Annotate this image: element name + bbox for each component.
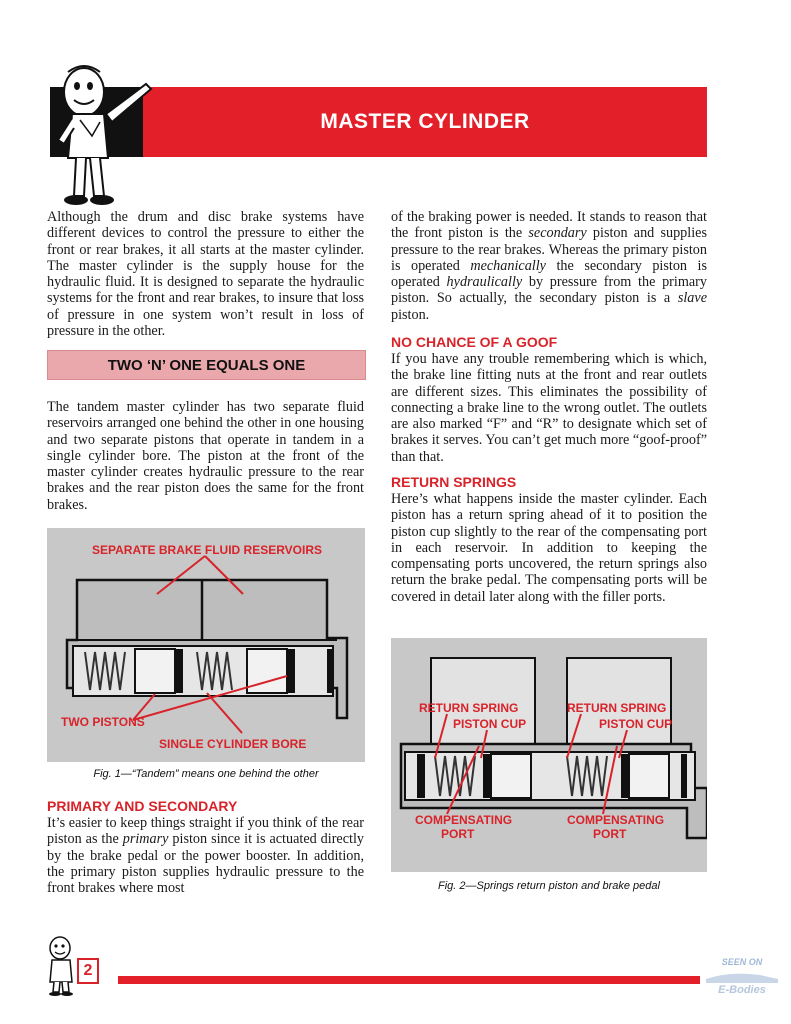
section-box-title: TWO ‘N’ ONE EQUALS ONE — [47, 350, 366, 380]
figure-2-caption: Fig. 2—Springs return piston and brake pedal — [438, 880, 660, 892]
footer-red-bar — [118, 976, 703, 984]
heading-primary-secondary: PRIMARY AND SECONDARY — [47, 798, 238, 814]
tandem-paragraph: The tandem master cylinder has two separate fluid reservoirs arranged one behind the other in one housing and two separate pistons that operate in tandem in a single cylinder bore. The piston at the front of the master cylinder creates hydraulic pressure to the rear brakes and the rear piston does the same for the front brakes. — [47, 399, 364, 513]
figure-1-caption: Fig. 1—“Tandem” means one behind the other — [93, 768, 319, 780]
fig1-label-bore: SINGLE CYLINDER BORE — [159, 737, 307, 751]
fig2-label-compensating-1: COMPENSATING — [415, 813, 513, 827]
fig2-label-piston-cup-2: PISTON CUP — [599, 717, 673, 731]
fig1-label-reservoirs: SEPARATE BRAKE FLUID RESERVOIRS — [91, 543, 323, 557]
page-number: 2 — [77, 958, 99, 984]
fig1-label-pistons: TWO PISTONS — [61, 715, 145, 729]
fig2-label-compensating-2: COMPENSATING — [567, 813, 665, 827]
mascot-illustration — [54, 62, 154, 210]
footer-mascot-illustration — [44, 936, 78, 996]
seen-on-watermark-logo — [700, 953, 784, 995]
fig2-label-return-spring-2: RETURN SPRING — [567, 701, 667, 715]
figure-1-diagram — [47, 528, 365, 762]
fig2-label-port-1: PORT — [441, 827, 475, 841]
heading-no-chance-goof: NO CHANCE OF A GOOF — [391, 334, 558, 350]
fig2-label-piston-cup-1: PISTON CUP — [453, 717, 527, 731]
right-continuation-paragraph: of the braking power is needed. It stands to reason that the front piston is the secondary piston and supplies pressure to the rear brakes. Whereas the primary piston is operated mechanically the secondary piston is operated hydraulically by pressure from the primary piston. So actually, the secondary piston is a slave piston. — [391, 209, 707, 323]
figure-2-diagram — [391, 638, 707, 872]
page-title: MASTER CYLINDER — [320, 110, 530, 133]
return-springs-paragraph: Here’s what happens inside the master cylinder. Each piston has a return spring ahead of it to position the piston cup slightly to the rear of the compensating port in each reservoir. In addition to keeping the compensating ports uncovered, the return springs also return the brake pedal. The compensating ports will be covered in detail later along with the filler ports. — [391, 491, 707, 605]
heading-return-springs: RETURN SPRINGS — [391, 474, 517, 490]
watermark-line-1: SEEN ON — [721, 957, 763, 967]
watermark-line-2: E-Bodies — [718, 984, 766, 995]
primary-secondary-paragraph: It’s easier to keep things straight if you think of the rear piston as the primary piston since it is actuated directly by the brake pedal or the power booster. In addition, the primary piston supplies hydraulic pressure to the front brakes where most — [47, 815, 364, 897]
fig2-label-port-2: PORT — [593, 827, 627, 841]
intro-paragraph: Although the drum and disc brake systems have different devices to control the pressure to either the front or rear brakes, it all starts at the master cylinder. The master cylinder is the supply house for the hydraulic fluid. It is designed to separate the hydraulic systems for the front and rear brakes, to insure that loss of pressure in one system won’t result in loss of pressure in the other. — [47, 209, 364, 340]
fig2-label-return-spring-1: RETURN SPRING — [419, 701, 519, 715]
goof-paragraph: If you have any trouble remembering which is which, the brake line fitting nuts at the front and rear outlets are different sizes. This eliminates the possibility of connecting a brake line to the wrong outlet. The outlets are also marked “F” and “R” to designate which set of brakes it serves. You can’t get much more “goof-proof” than that. — [391, 351, 707, 465]
